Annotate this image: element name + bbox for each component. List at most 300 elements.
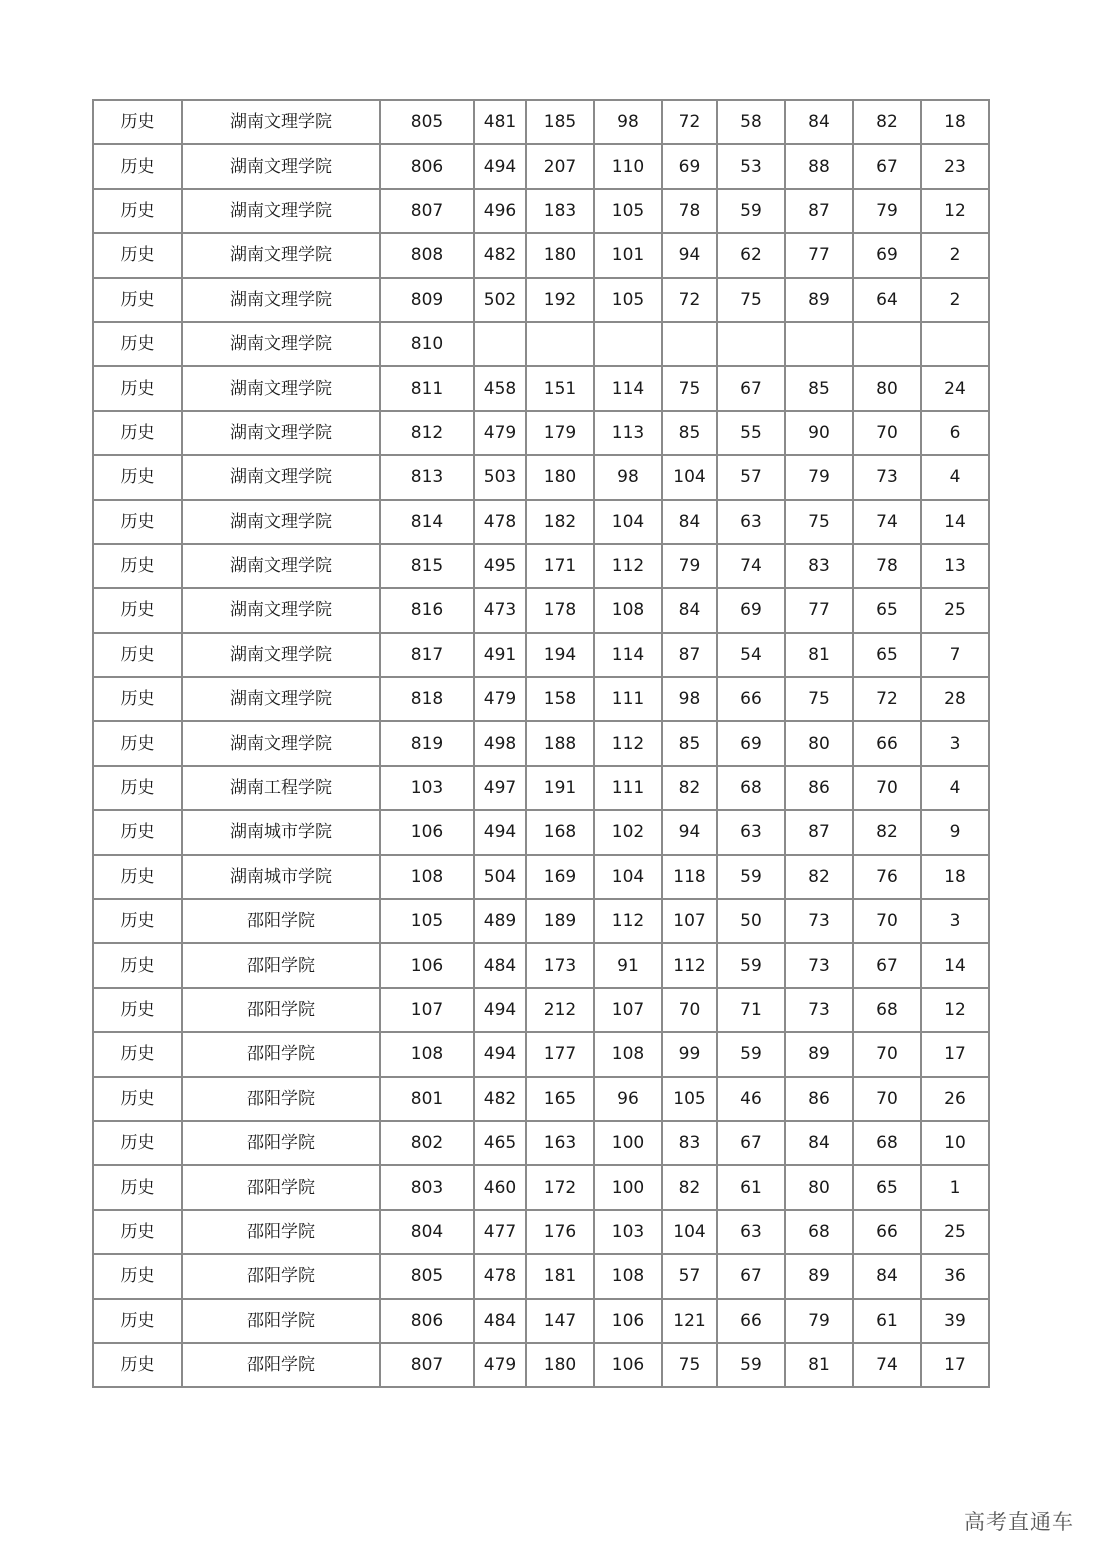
table-row [93, 100, 989, 144]
col-6-cell: 105 [594, 278, 662, 322]
col-6-cell: 100 [594, 1121, 662, 1165]
subject-cell: 历史 [93, 677, 182, 721]
col-6-cell [594, 322, 662, 366]
col-6-cell: 108 [594, 1254, 662, 1298]
school-cell: 湖南城市学院 [182, 855, 380, 899]
col-6-cell: 105 [594, 189, 662, 233]
col-7-cell: 69 [662, 144, 717, 188]
total-score-cell: 503 [474, 455, 526, 499]
col-7-cell: 84 [662, 588, 717, 632]
col-9-cell: 68 [785, 1210, 853, 1254]
table-row [93, 588, 989, 632]
chinese-math-cell: 179 [526, 411, 594, 455]
col-11-cell: 6 [921, 411, 989, 455]
total-score-cell: 482 [474, 233, 526, 277]
school-cell: 湖南城市学院 [182, 810, 380, 854]
total-score-cell: 498 [474, 721, 526, 765]
col-11-cell: 14 [921, 500, 989, 544]
table-row [93, 1299, 989, 1343]
col-10-cell: 72 [853, 677, 921, 721]
col-8-cell: 67 [717, 1121, 785, 1165]
chinese-math-cell: 207 [526, 144, 594, 188]
col-9-cell: 86 [785, 1077, 853, 1121]
subject-cell: 历史 [93, 1077, 182, 1121]
school-cell: 邵阳学院 [182, 1121, 380, 1165]
col-11-cell: 12 [921, 189, 989, 233]
major-code-cell: 806 [380, 1299, 474, 1343]
col-7-cell: 84 [662, 500, 717, 544]
col-10-cell: 80 [853, 366, 921, 410]
subject-cell: 历史 [93, 544, 182, 588]
chinese-math-cell: 180 [526, 233, 594, 277]
subject-cell: 历史 [93, 1032, 182, 1076]
major-code-cell: 813 [380, 455, 474, 499]
total-score-cell: 494 [474, 144, 526, 188]
col-7-cell: 118 [662, 855, 717, 899]
col-11-cell: 14 [921, 943, 989, 987]
school-cell: 湖南文理学院 [182, 278, 380, 322]
major-code-cell: 105 [380, 899, 474, 943]
table-row [93, 322, 989, 366]
col-8-cell: 59 [717, 1343, 785, 1387]
col-6-cell: 100 [594, 1165, 662, 1209]
major-code-cell: 103 [380, 766, 474, 810]
col-11-cell: 25 [921, 588, 989, 632]
col-10-cell: 70 [853, 899, 921, 943]
school-cell: 湖南文理学院 [182, 500, 380, 544]
chinese-math-cell: 158 [526, 677, 594, 721]
col-8-cell: 68 [717, 766, 785, 810]
col-11-cell: 1 [921, 1165, 989, 1209]
col-9-cell: 86 [785, 766, 853, 810]
col-10-cell: 79 [853, 189, 921, 233]
col-8-cell [717, 322, 785, 366]
col-7-cell: 87 [662, 633, 717, 677]
subject-cell: 历史 [93, 500, 182, 544]
col-6-cell: 98 [594, 100, 662, 144]
col-10-cell: 78 [853, 544, 921, 588]
col-6-cell: 113 [594, 411, 662, 455]
col-8-cell: 59 [717, 855, 785, 899]
table-row [93, 1121, 989, 1165]
school-cell: 邵阳学院 [182, 899, 380, 943]
watermark-text: 高考直通车 [964, 1510, 1074, 1534]
subject-cell: 历史 [93, 988, 182, 1032]
subject-cell: 历史 [93, 278, 182, 322]
col-8-cell: 50 [717, 899, 785, 943]
subject-cell: 历史 [93, 233, 182, 277]
col-6-cell: 101 [594, 233, 662, 277]
total-score-cell: 465 [474, 1121, 526, 1165]
col-9-cell: 89 [785, 1032, 853, 1076]
col-6-cell: 106 [594, 1299, 662, 1343]
col-6-cell: 96 [594, 1077, 662, 1121]
col-10-cell: 70 [853, 1077, 921, 1121]
col-6-cell: 112 [594, 899, 662, 943]
col-11-cell: 28 [921, 677, 989, 721]
col-8-cell: 59 [717, 943, 785, 987]
col-9-cell: 87 [785, 810, 853, 854]
subject-cell: 历史 [93, 899, 182, 943]
major-code-cell: 804 [380, 1210, 474, 1254]
col-10-cell: 68 [853, 988, 921, 1032]
col-10-cell: 68 [853, 1121, 921, 1165]
col-9-cell: 87 [785, 189, 853, 233]
subject-cell: 历史 [93, 100, 182, 144]
col-7-cell: 72 [662, 100, 717, 144]
col-7-cell: 82 [662, 766, 717, 810]
col-11-cell: 23 [921, 144, 989, 188]
subject-cell: 历史 [93, 766, 182, 810]
major-code-cell: 803 [380, 1165, 474, 1209]
col-7-cell: 78 [662, 189, 717, 233]
col-11-cell: 39 [921, 1299, 989, 1343]
col-9-cell: 75 [785, 500, 853, 544]
school-cell: 邵阳学院 [182, 1165, 380, 1209]
subject-cell: 历史 [93, 1299, 182, 1343]
subject-cell: 历史 [93, 633, 182, 677]
major-code-cell: 807 [380, 1343, 474, 1387]
col-8-cell: 55 [717, 411, 785, 455]
col-11-cell: 3 [921, 899, 989, 943]
chinese-math-cell: 177 [526, 1032, 594, 1076]
col-7-cell: 121 [662, 1299, 717, 1343]
col-7-cell: 85 [662, 411, 717, 455]
major-code-cell: 809 [380, 278, 474, 322]
major-code-cell: 805 [380, 1254, 474, 1298]
major-code-cell: 818 [380, 677, 474, 721]
subject-cell: 历史 [93, 1165, 182, 1209]
col-9-cell: 83 [785, 544, 853, 588]
table-body [93, 100, 989, 1387]
total-score-cell: 477 [474, 1210, 526, 1254]
col-11-cell: 13 [921, 544, 989, 588]
chinese-math-cell: 181 [526, 1254, 594, 1298]
col-7-cell: 75 [662, 366, 717, 410]
col-8-cell: 63 [717, 810, 785, 854]
col-8-cell: 75 [717, 278, 785, 322]
col-9-cell: 77 [785, 588, 853, 632]
col-10-cell: 70 [853, 1032, 921, 1076]
school-cell: 湖南文理学院 [182, 455, 380, 499]
col-11-cell: 17 [921, 1032, 989, 1076]
col-7-cell: 112 [662, 943, 717, 987]
col-6-cell: 108 [594, 588, 662, 632]
subject-cell: 历史 [93, 411, 182, 455]
total-score-cell: 502 [474, 278, 526, 322]
table-row [93, 500, 989, 544]
col-7-cell: 98 [662, 677, 717, 721]
col-7-cell: 83 [662, 1121, 717, 1165]
col-6-cell: 108 [594, 1032, 662, 1076]
col-10-cell: 70 [853, 411, 921, 455]
col-11-cell: 24 [921, 366, 989, 410]
col-9-cell: 90 [785, 411, 853, 455]
major-code-cell: 815 [380, 544, 474, 588]
col-9-cell: 73 [785, 943, 853, 987]
col-9-cell: 77 [785, 233, 853, 277]
col-6-cell: 104 [594, 855, 662, 899]
col-10-cell: 66 [853, 1210, 921, 1254]
col-9-cell: 81 [785, 1343, 853, 1387]
col-7-cell: 107 [662, 899, 717, 943]
col-8-cell: 58 [717, 100, 785, 144]
chinese-math-cell: 178 [526, 588, 594, 632]
col-9-cell: 89 [785, 278, 853, 322]
col-6-cell: 107 [594, 988, 662, 1032]
school-cell: 邵阳学院 [182, 1077, 380, 1121]
col-8-cell: 59 [717, 189, 785, 233]
major-code-cell: 106 [380, 810, 474, 854]
major-code-cell: 817 [380, 633, 474, 677]
chinese-math-cell: 171 [526, 544, 594, 588]
col-6-cell: 104 [594, 500, 662, 544]
col-7-cell: 57 [662, 1254, 717, 1298]
col-9-cell [785, 322, 853, 366]
col-8-cell: 71 [717, 988, 785, 1032]
col-10-cell: 64 [853, 278, 921, 322]
school-cell: 湖南文理学院 [182, 721, 380, 765]
col-9-cell: 79 [785, 455, 853, 499]
subject-cell: 历史 [93, 144, 182, 188]
school-cell: 邵阳学院 [182, 943, 380, 987]
table-row [93, 1165, 989, 1209]
table-row [93, 899, 989, 943]
col-11-cell: 4 [921, 766, 989, 810]
chinese-math-cell: 165 [526, 1077, 594, 1121]
table-row [93, 766, 989, 810]
col-9-cell: 80 [785, 721, 853, 765]
col-9-cell: 89 [785, 1254, 853, 1298]
total-score-cell: 484 [474, 943, 526, 987]
col-8-cell: 74 [717, 544, 785, 588]
col-7-cell: 75 [662, 1343, 717, 1387]
school-cell: 湖南文理学院 [182, 411, 380, 455]
col-7-cell: 105 [662, 1077, 717, 1121]
col-7-cell: 99 [662, 1032, 717, 1076]
chinese-math-cell [526, 322, 594, 366]
col-6-cell: 111 [594, 766, 662, 810]
total-score-cell: 482 [474, 1077, 526, 1121]
col-10-cell: 73 [853, 455, 921, 499]
table-row [93, 677, 989, 721]
major-code-cell: 107 [380, 988, 474, 1032]
col-6-cell: 112 [594, 544, 662, 588]
col-8-cell: 69 [717, 721, 785, 765]
table-row [93, 544, 989, 588]
table-row [93, 1254, 989, 1298]
chinese-math-cell: 147 [526, 1299, 594, 1343]
col-11-cell: 26 [921, 1077, 989, 1121]
col-8-cell: 67 [717, 366, 785, 410]
col-11-cell: 4 [921, 455, 989, 499]
chinese-math-cell: 176 [526, 1210, 594, 1254]
school-cell: 邵阳学院 [182, 1254, 380, 1298]
major-code-cell: 810 [380, 322, 474, 366]
school-cell: 湖南文理学院 [182, 189, 380, 233]
col-6-cell: 110 [594, 144, 662, 188]
total-score-cell: 494 [474, 810, 526, 854]
total-score-cell: 478 [474, 500, 526, 544]
major-code-cell: 108 [380, 855, 474, 899]
chinese-math-cell: 189 [526, 899, 594, 943]
col-10-cell: 70 [853, 766, 921, 810]
total-score-cell: 491 [474, 633, 526, 677]
table-row [93, 855, 989, 899]
total-score-cell: 473 [474, 588, 526, 632]
school-cell: 邵阳学院 [182, 988, 380, 1032]
school-cell: 湖南文理学院 [182, 677, 380, 721]
total-score-cell: 484 [474, 1299, 526, 1343]
col-11-cell: 36 [921, 1254, 989, 1298]
col-6-cell: 102 [594, 810, 662, 854]
col-8-cell: 66 [717, 1299, 785, 1343]
table-row [93, 1077, 989, 1121]
col-7-cell: 79 [662, 544, 717, 588]
col-10-cell: 69 [853, 233, 921, 277]
school-cell: 湖南文理学院 [182, 100, 380, 144]
col-11-cell: 18 [921, 855, 989, 899]
table-row [93, 189, 989, 233]
col-11-cell: 9 [921, 810, 989, 854]
col-9-cell: 88 [785, 144, 853, 188]
col-8-cell: 61 [717, 1165, 785, 1209]
total-score-cell: 497 [474, 766, 526, 810]
col-6-cell: 114 [594, 366, 662, 410]
table-row [93, 943, 989, 987]
col-7-cell: 85 [662, 721, 717, 765]
col-6-cell: 91 [594, 943, 662, 987]
school-cell: 邵阳学院 [182, 1210, 380, 1254]
col-9-cell: 84 [785, 100, 853, 144]
col-8-cell: 53 [717, 144, 785, 188]
col-7-cell: 82 [662, 1165, 717, 1209]
total-score-cell: 479 [474, 411, 526, 455]
major-code-cell: 106 [380, 943, 474, 987]
col-8-cell: 69 [717, 588, 785, 632]
chinese-math-cell: 185 [526, 100, 594, 144]
major-code-cell: 805 [380, 100, 474, 144]
subject-cell: 历史 [93, 1121, 182, 1165]
school-cell: 邵阳学院 [182, 1299, 380, 1343]
total-score-cell: 494 [474, 1032, 526, 1076]
col-8-cell: 66 [717, 677, 785, 721]
major-code-cell: 811 [380, 366, 474, 410]
chinese-math-cell: 212 [526, 988, 594, 1032]
chinese-math-cell: 151 [526, 366, 594, 410]
subject-cell: 历史 [93, 455, 182, 499]
chinese-math-cell: 183 [526, 189, 594, 233]
major-code-cell: 807 [380, 189, 474, 233]
subject-cell: 历史 [93, 189, 182, 233]
col-11-cell: 12 [921, 988, 989, 1032]
col-11-cell: 25 [921, 1210, 989, 1254]
col-8-cell: 46 [717, 1077, 785, 1121]
subject-cell: 历史 [93, 721, 182, 765]
col-7-cell: 94 [662, 810, 717, 854]
subject-cell: 历史 [93, 855, 182, 899]
chinese-math-cell: 173 [526, 943, 594, 987]
col-10-cell: 61 [853, 1299, 921, 1343]
table-row [93, 233, 989, 277]
chinese-math-cell: 163 [526, 1121, 594, 1165]
chinese-math-cell: 182 [526, 500, 594, 544]
table-row [93, 1032, 989, 1076]
chinese-math-cell: 180 [526, 1343, 594, 1387]
col-9-cell: 73 [785, 899, 853, 943]
col-9-cell: 79 [785, 1299, 853, 1343]
col-9-cell: 85 [785, 366, 853, 410]
col-8-cell: 63 [717, 1210, 785, 1254]
col-8-cell: 67 [717, 1254, 785, 1298]
col-7-cell: 94 [662, 233, 717, 277]
school-cell: 湖南文理学院 [182, 588, 380, 632]
col-9-cell: 81 [785, 633, 853, 677]
chinese-math-cell: 169 [526, 855, 594, 899]
col-11-cell: 3 [921, 721, 989, 765]
school-cell: 邵阳学院 [182, 1343, 380, 1387]
col-9-cell: 75 [785, 677, 853, 721]
major-code-cell: 816 [380, 588, 474, 632]
col-11-cell: 10 [921, 1121, 989, 1165]
chinese-math-cell: 172 [526, 1165, 594, 1209]
total-score-cell [474, 322, 526, 366]
col-10-cell: 66 [853, 721, 921, 765]
subject-cell: 历史 [93, 366, 182, 410]
major-code-cell: 108 [380, 1032, 474, 1076]
col-6-cell: 106 [594, 1343, 662, 1387]
col-7-cell: 104 [662, 455, 717, 499]
col-11-cell: 18 [921, 100, 989, 144]
total-score-cell: 458 [474, 366, 526, 410]
col-11-cell: 7 [921, 633, 989, 677]
col-10-cell: 65 [853, 588, 921, 632]
chinese-math-cell: 194 [526, 633, 594, 677]
col-10-cell: 65 [853, 633, 921, 677]
chinese-math-cell: 192 [526, 278, 594, 322]
school-cell: 湖南文理学院 [182, 144, 380, 188]
school-cell: 湖南文理学院 [182, 322, 380, 366]
col-7-cell: 70 [662, 988, 717, 1032]
col-10-cell: 74 [853, 1343, 921, 1387]
total-score-cell: 494 [474, 988, 526, 1032]
total-score-cell: 478 [474, 1254, 526, 1298]
col-10-cell: 67 [853, 144, 921, 188]
col-11-cell [921, 322, 989, 366]
table-row [93, 411, 989, 455]
major-code-cell: 814 [380, 500, 474, 544]
total-score-cell: 460 [474, 1165, 526, 1209]
subject-cell: 历史 [93, 322, 182, 366]
school-cell: 湖南文理学院 [182, 366, 380, 410]
col-6-cell: 112 [594, 721, 662, 765]
table-row [93, 144, 989, 188]
major-code-cell: 802 [380, 1121, 474, 1165]
table-row [93, 455, 989, 499]
school-cell: 湖南文理学院 [182, 233, 380, 277]
col-9-cell: 80 [785, 1165, 853, 1209]
subject-cell: 历史 [93, 588, 182, 632]
score-table [92, 99, 990, 1388]
col-10-cell: 82 [853, 100, 921, 144]
col-8-cell: 63 [717, 500, 785, 544]
col-10-cell: 82 [853, 810, 921, 854]
subject-cell: 历史 [93, 1210, 182, 1254]
col-11-cell: 2 [921, 278, 989, 322]
col-11-cell: 17 [921, 1343, 989, 1387]
col-9-cell: 84 [785, 1121, 853, 1165]
col-8-cell: 62 [717, 233, 785, 277]
